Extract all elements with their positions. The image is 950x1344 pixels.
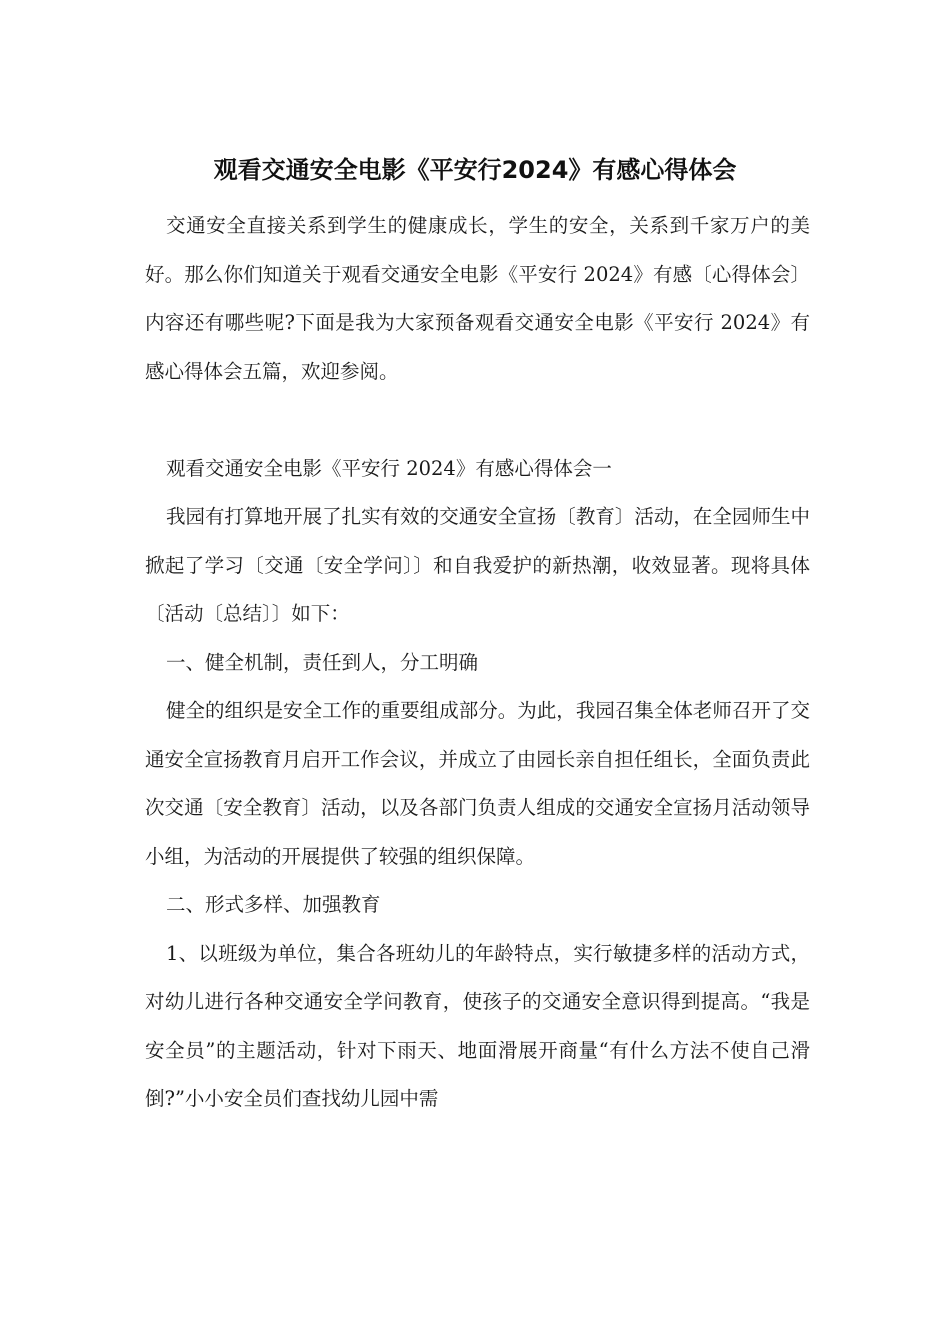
body-paragraph: 我园有打算地开展了扎实有效的交通安全宣扬〔教育〕活动，在全园师生中掀起了学习〔交通〔安全学问〕〕和自我爱护的新热潮，收效显著。现将具体〔活动〔总结〕〕如下： — [145, 505, 810, 625]
document-body — [145, 202, 810, 1124]
document-title: 观看交通安全电影《平安行2024》有感心得体会 — [213, 156, 737, 184]
intro-paragraph: 交通安全直接关系到学生的健康成长，学生的安全，关系到千家万户的美好。那么你们知道关于观看交通安全电影《平安行 2024》有感〔心得体会〕内容还有哪些呢?下面是我为大家预备观看交通安全电影《平安行 2024》有感心得体会五篇，欢迎参阅。 — [145, 214, 810, 383]
body-paragraph: 1、以班级为单位，集合各班幼儿的年龄特点，实行敏捷多样的活动方式，对幼儿进行各种交通安全学问教育，使孩子的交通安全意识得到提高。“我是安全员”的主题活动，针对下雨天、地面滑展开商量“有什么方法不使自己滑倒?”小小安全员们查找幼儿园中需 — [145, 941, 810, 1110]
paragraph-spacer — [145, 396, 810, 445]
section-heading: 观看交通安全电影《平安行 2024》有感心得体会一 — [166, 456, 612, 480]
subheading: 一、健全机制，责任到人，分工明确 — [166, 650, 479, 674]
body-paragraph: 健全的组织是安全工作的重要组成部分。为此，我园召集全体老师召开了交通安全宣扬教育月启开工作会议，并成立了由园长亲自担任组长，全面负责此次交通〔安全教育〕活动，以及各部门负责人组成的交通安全宣扬月活动领导小组，为活动的开展提供了较强的组织保障。 — [145, 699, 810, 868]
subheading: 二、形式多样、加强教育 — [166, 893, 381, 916]
